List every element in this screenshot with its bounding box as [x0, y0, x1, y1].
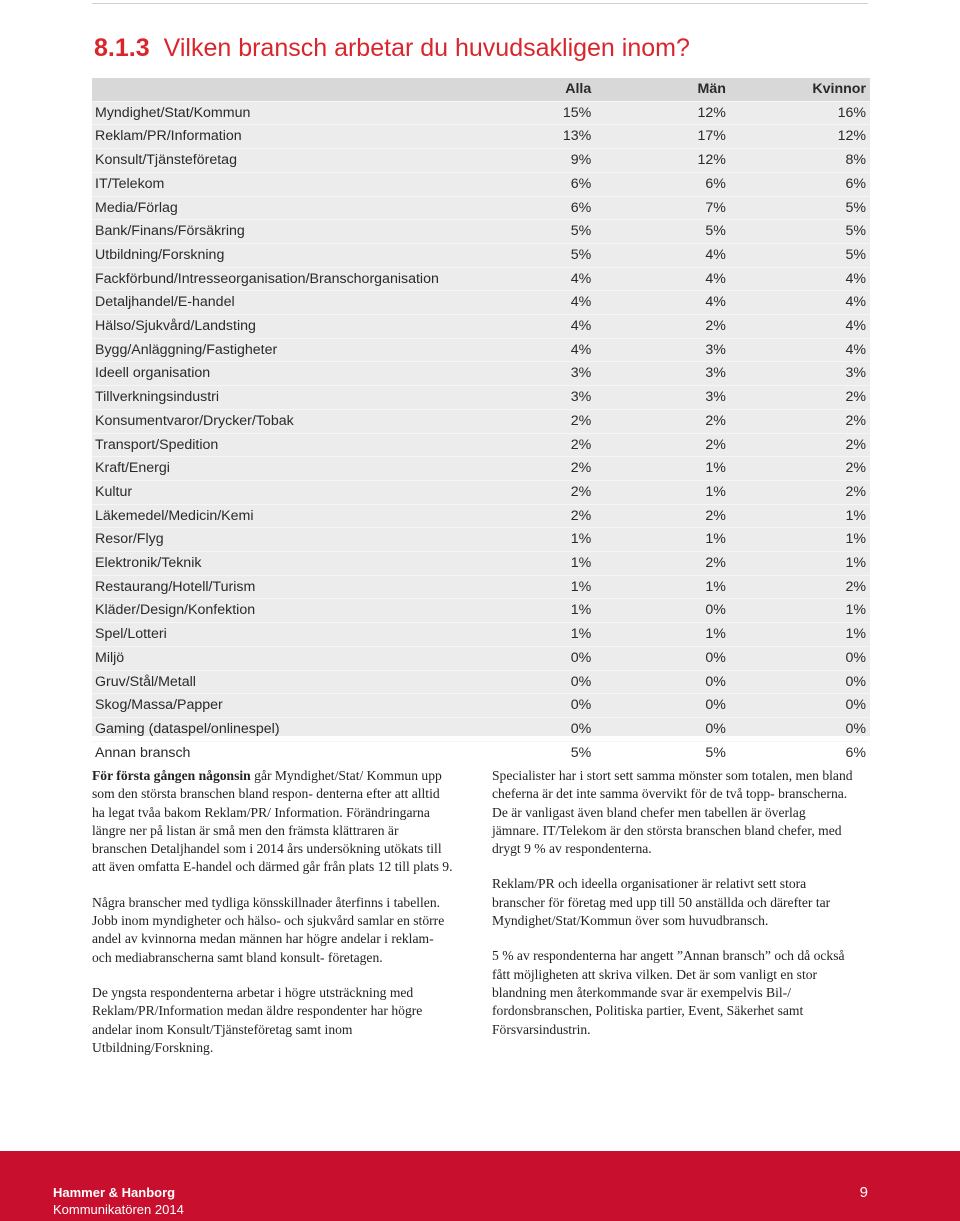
value-man: 4%: [591, 243, 726, 267]
header-alla: Alla: [513, 78, 591, 101]
row-label: Reklam/PR/Information: [92, 125, 513, 149]
paragraph: De yngsta respondenterna arbetar i högre utsträckning med Reklam/PR/Information medan äldre respondenter har högre andelar inom Konsult/Tjänsteföretag samt inom Utbildning/Forskning.: [92, 984, 423, 1055]
table-row: [92, 315, 870, 339]
footer-brand: Hammer & Hanborg: [53, 1185, 176, 1200]
value-kvinnor: 2%: [726, 575, 870, 599]
table-row: [92, 504, 870, 528]
value-kvinnor: 1%: [726, 599, 870, 623]
value-alla: 5%: [513, 741, 591, 764]
value-kvinnor: 0%: [726, 670, 870, 694]
paragraph: Specialister har i stort sett samma mönster som totalen, men bland cheferna är det inte samma övervikt för de två topp- branscherna. De är vanligast även bland chefer men tabellen är överlag jämnare. IT/Telekom är den största branschen bland chefer, med drygt 9 % av respondenterna.: [492, 768, 853, 857]
row-label: Resor/Flyg: [92, 528, 513, 552]
value-kvinnor: 12%: [726, 125, 870, 149]
section-heading: [94, 34, 690, 63]
row-label: Skog/Massa/Papper: [92, 694, 513, 718]
table-header-row: [92, 78, 870, 101]
industry-table: [92, 78, 870, 764]
value-alla: 2%: [513, 457, 591, 481]
value-alla: 0%: [513, 694, 591, 718]
paragraph: [92, 767, 454, 877]
value-kvinnor: 4%: [726, 267, 870, 291]
value-man: 1%: [591, 528, 726, 552]
table-row: [92, 172, 870, 196]
value-alla: 4%: [513, 338, 591, 362]
value-man: 0%: [591, 670, 726, 694]
table-row: [92, 457, 870, 481]
value-alla: 4%: [513, 267, 591, 291]
page-footer: [0, 1151, 960, 1221]
table-row: [92, 409, 870, 433]
table-row: [92, 220, 870, 244]
row-label: Myndighet/Stat/Kommun: [92, 101, 513, 125]
table-row: [92, 623, 870, 647]
row-label: Utbildning/Forskning: [92, 243, 513, 267]
row-label: Elektronik/Teknik: [92, 552, 513, 576]
value-alla: 15%: [513, 101, 591, 125]
row-label: Hälso/Sjukvård/Landsting: [92, 315, 513, 339]
row-label: Kläder/Design/Konfektion: [92, 599, 513, 623]
value-man: 0%: [591, 717, 726, 741]
row-label: Transport/Spedition: [92, 433, 513, 457]
table-row: [92, 599, 870, 623]
table-row: [92, 291, 870, 315]
row-label: Spel/Lotteri: [92, 623, 513, 647]
row-label: Läkemedel/Medicin/Kemi: [92, 504, 513, 528]
value-alla: 2%: [513, 504, 591, 528]
value-man: 2%: [591, 409, 726, 433]
value-man: 1%: [591, 457, 726, 481]
value-alla: 0%: [513, 717, 591, 741]
value-kvinnor: 5%: [726, 243, 870, 267]
row-label: Kraft/Energi: [92, 457, 513, 481]
table-row: [92, 646, 870, 670]
section-title: Vilken bransch arbetar du huvudsakligen inom?: [163, 34, 690, 62]
table-row: [92, 101, 870, 125]
row-label: Fackförbund/Intresseorganisation/Branschorganisation: [92, 267, 513, 291]
value-alla: 5%: [513, 220, 591, 244]
row-label: Annan bransch: [92, 741, 513, 764]
industry-table-container: [92, 78, 870, 761]
value-kvinnor: 2%: [726, 409, 870, 433]
value-man: 2%: [591, 315, 726, 339]
value-man: 0%: [591, 646, 726, 670]
row-label: Gruv/Stål/Metall: [92, 670, 513, 694]
value-man: 17%: [591, 125, 726, 149]
value-alla: 2%: [513, 433, 591, 457]
row-label: Gaming (dataspel/onlinespel): [92, 717, 513, 741]
table-row: [92, 717, 870, 741]
table-row: [92, 433, 870, 457]
value-man: 3%: [591, 362, 726, 386]
value-alla: 2%: [513, 480, 591, 504]
value-alla: 0%: [513, 670, 591, 694]
table-row: [92, 362, 870, 386]
row-label: Bygg/Anläggning/Fastigheter: [92, 338, 513, 362]
footer-subtitle: Kommunikatören 2014: [53, 1202, 184, 1217]
paragraph: Reklam/PR och ideella organisationer är relativt sett stora branscher för företag med upp till 50 anställda och därefter tar Myndighet/Stat/Kommun över som huvudbransch.: [492, 876, 831, 929]
value-kvinnor: 1%: [726, 623, 870, 647]
top-rule: [92, 3, 868, 4]
text-column-left: [92, 767, 454, 1074]
value-man: 12%: [591, 101, 726, 125]
value-kvinnor: 2%: [726, 386, 870, 410]
row-label: Konsumentvaror/Drycker/Tobak: [92, 409, 513, 433]
value-kvinnor: 2%: [726, 457, 870, 481]
table-row: [92, 243, 870, 267]
value-man: 4%: [591, 267, 726, 291]
value-alla: 6%: [513, 172, 591, 196]
value-alla: 1%: [513, 575, 591, 599]
value-kvinnor: 5%: [726, 196, 870, 220]
value-kvinnor: 0%: [726, 646, 870, 670]
value-man: 4%: [591, 291, 726, 315]
table-row: [92, 338, 870, 362]
value-alla: 3%: [513, 386, 591, 410]
value-kvinnor: 1%: [726, 528, 870, 552]
value-man: 2%: [591, 433, 726, 457]
value-alla: 1%: [513, 599, 591, 623]
value-man: 5%: [591, 741, 726, 764]
value-kvinnor: 5%: [726, 220, 870, 244]
value-alla: 4%: [513, 291, 591, 315]
table-row: [92, 386, 870, 410]
row-label: Kultur: [92, 480, 513, 504]
row-label: Restaurang/Hotell/Turism: [92, 575, 513, 599]
value-man: 12%: [591, 149, 726, 173]
value-kvinnor: 4%: [726, 315, 870, 339]
table-row: [92, 125, 870, 149]
value-kvinnor: 6%: [726, 172, 870, 196]
row-label: Bank/Finans/Försäkring: [92, 220, 513, 244]
table-row: [92, 196, 870, 220]
page-number: 9: [859, 1184, 868, 1201]
value-kvinnor: 1%: [726, 504, 870, 528]
value-kvinnor: 8%: [726, 149, 870, 173]
header-man: Män: [591, 78, 726, 101]
row-label: Detaljhandel/E-handel: [92, 291, 513, 315]
value-man: 1%: [591, 623, 726, 647]
section-number: 8.1.3: [94, 34, 150, 62]
row-label: Konsult/Tjänsteföretag: [92, 149, 513, 173]
value-alla: 1%: [513, 528, 591, 552]
table-row: [92, 267, 870, 291]
value-man: 1%: [591, 480, 726, 504]
lead-in-bold: För första gången någonsin: [92, 768, 251, 783]
row-label: Tillverkningsindustri: [92, 386, 513, 410]
value-kvinnor: 3%: [726, 362, 870, 386]
value-man: 6%: [591, 172, 726, 196]
table-body: [92, 101, 870, 764]
table-row: [92, 575, 870, 599]
row-label: Ideell organisation: [92, 362, 513, 386]
paragraph-text: går Myndighet/Stat/ Kommun upp som den största branschen bland respon- denterna efter att alltid ha legat tvåa bakom Reklam/PR/ Information. Förändringarna längre ner på listan är små men den främsta klättraren är branschen Detaljhandel som i 2014 års undersökning utökats till att även omfatta E-handel och därmed går från plats 12 till plats 9.: [92, 768, 453, 875]
text-column-right: [492, 767, 854, 1056]
value-alla: 3%: [513, 362, 591, 386]
row-label: Miljö: [92, 646, 513, 670]
value-man: 3%: [591, 338, 726, 362]
row-label: IT/Telekom: [92, 172, 513, 196]
table-row: [92, 741, 870, 764]
value-alla: 0%: [513, 646, 591, 670]
table-row: [92, 670, 870, 694]
value-kvinnor: 1%: [726, 552, 870, 576]
value-kvinnor: 0%: [726, 694, 870, 718]
value-kvinnor: 2%: [726, 480, 870, 504]
value-kvinnor: 4%: [726, 291, 870, 315]
value-alla: 5%: [513, 243, 591, 267]
paragraph: 5 % av respondenterna har angett ”Annan bransch” och då också fått möjligheten att skriva vilken. Det är som vanligt en stor blandning men återkommande svar är exempelvis Bil-/ fordonsbranschen, Politiska partier, Event, Säkerhet samt Försvarsindustrin.: [492, 948, 845, 1037]
value-man: 7%: [591, 196, 726, 220]
value-alla: 4%: [513, 315, 591, 339]
header-kvinnor: Kvinnor: [726, 78, 870, 101]
value-man: 2%: [591, 552, 726, 576]
value-alla: 6%: [513, 196, 591, 220]
value-kvinnor: 4%: [726, 338, 870, 362]
value-alla: 9%: [513, 149, 591, 173]
value-man: 3%: [591, 386, 726, 410]
value-alla: 1%: [513, 552, 591, 576]
value-kvinnor: 6%: [726, 741, 870, 764]
value-man: 1%: [591, 575, 726, 599]
value-alla: 2%: [513, 409, 591, 433]
value-kvinnor: 16%: [726, 101, 870, 125]
table-row: [92, 694, 870, 718]
value-man: 2%: [591, 504, 726, 528]
header-label-cell: [92, 78, 513, 101]
table-row: [92, 480, 870, 504]
value-kvinnor: 0%: [726, 717, 870, 741]
value-man: 0%: [591, 694, 726, 718]
value-man: 5%: [591, 220, 726, 244]
table-row: [92, 149, 870, 173]
table-row: [92, 528, 870, 552]
row-label: Media/Förlag: [92, 196, 513, 220]
value-alla: 1%: [513, 623, 591, 647]
paragraph: Några branscher med tydliga könsskillnader återfinns i tabellen. Jobb inom myndigheter och hälso- och sjukvård samlar en större andel av kvinnorna medan männen har högre andelar i reklam- och mediabranscherna samt bland konsult- företagen.: [92, 894, 445, 965]
value-kvinnor: 2%: [726, 433, 870, 457]
value-alla: 13%: [513, 125, 591, 149]
table-row: [92, 552, 870, 576]
value-man: 0%: [591, 599, 726, 623]
